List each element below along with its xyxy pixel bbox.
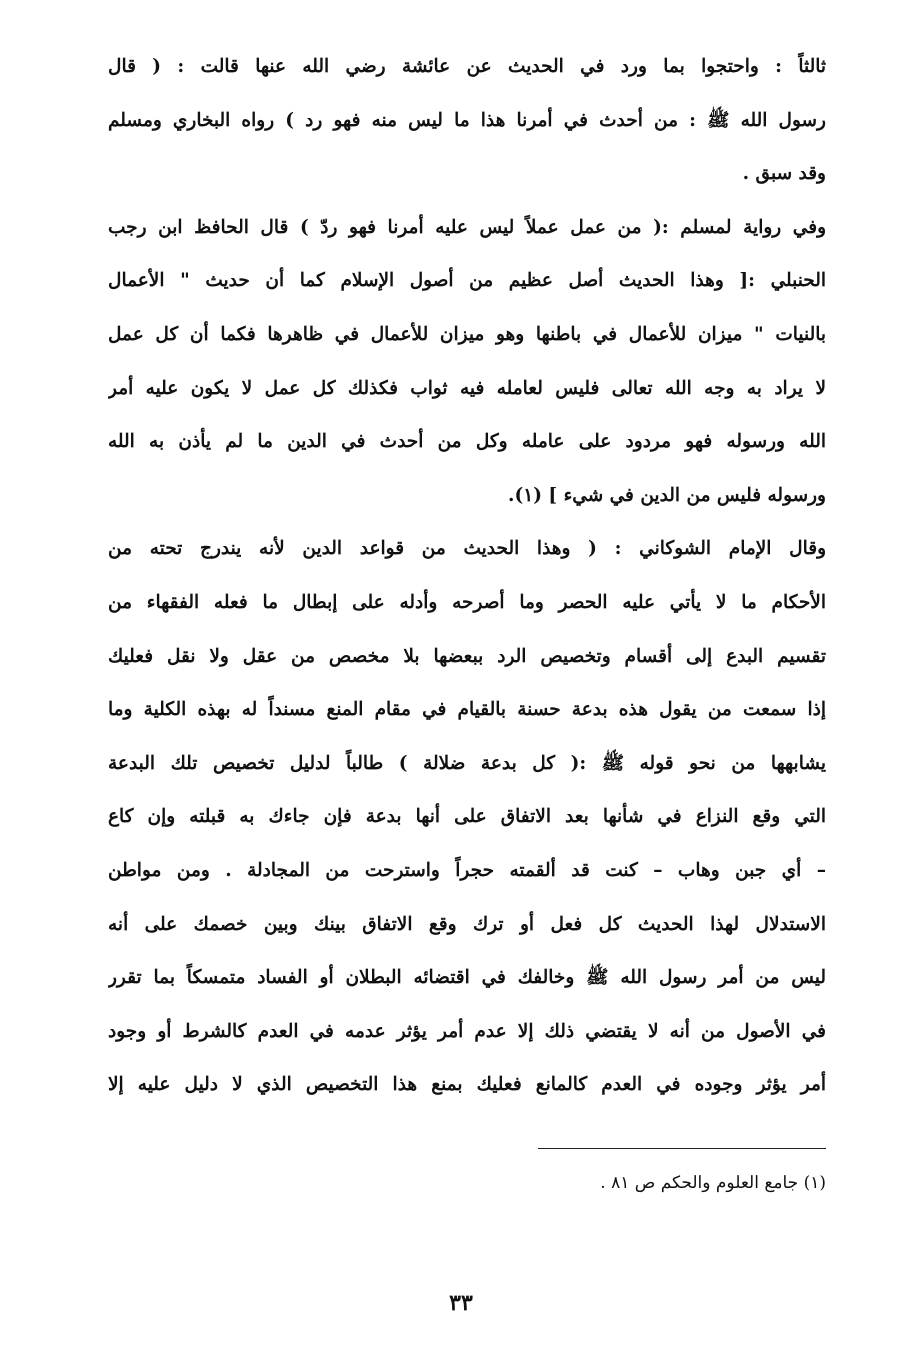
body-line: إذا سمعت من يقول هذه بدعة حسنة بالقيام في مقام المنع مسنداً له بهذه الكلية وما (108, 699, 826, 721)
body-line: الأحكام ما لا يأتي عليه الحصر وما أصرحه وأدله على إبطال ما فعله الفقهاء من (108, 591, 826, 613)
body-line: الحنبلي :[ وهذا الحديث أصل عظيم من أصول الإسلام كما أن حديث " الأعمال (108, 270, 826, 292)
body-line: التي وقع النزاع في شأنها بعد الاتفاق على أنها بدعة فإن جاءك به قبلته وإن كاع (108, 806, 826, 828)
body-line: وقال الإمام الشوكاني : ( وهذا الحديث من قواعد الدين لأنه يندرج تحته من (108, 538, 826, 560)
body-line: تقسيم البدع إلى أقسام وتخصيص الرد ببعضها بلا مخصص من عقل ولا نقل فعليك (108, 645, 826, 667)
body-line: الله ورسوله فهو مردود على عامله وكل من أحدث في الدين ما لم يأذن به الله (108, 431, 826, 453)
body-line: ليس من أمر رسول الله ﷺ وخالفك في اقتضائه البطلان أو الفساد متمسكاً بما تقرر (108, 967, 826, 989)
body-line: – أي جبن وهاب – كنت قد ألقمته حجراً واسترحت من المجادلة . ومن مواطن (108, 859, 826, 881)
body-line: الاستدلال لهذا الحديث كل فعل أو ترك وقع الاتفاق بينك وبين خصمك على أنه (108, 913, 826, 935)
body-line: رسول الله ﷺ : من أحدث في أمرنا هذا ما ليس منه فهو رد ) رواه البخاري ومسلم (108, 109, 826, 131)
body-line: يشابهها من نحو قوله ﷺ :( كل بدعة ضلالة ) طالباً لدليل تخصيص تلك البدعة (108, 752, 826, 774)
footnote-separator (538, 1148, 826, 1149)
body-line: ثالثاً : واحتجوا بما ورد في الحديث عن عائشة رضي الله عنها قالت : ( قال (108, 56, 826, 77)
body-line: في الأصول من أنه لا يقتضي ذلك إلا عدم أمر يؤثر عدمه في العدم كالشرط أو وجود (108, 1020, 826, 1042)
body-text (108, 40, 826, 1112)
body-line: بالنيات " ميزان للأعمال في باطنها وهو ميزان للأعمال في ظاهرها فكما أن كل عمل (108, 323, 826, 345)
footnote: (١) جامع العلوم والحكم ص ٨١ . (600, 1173, 826, 1193)
page-number: ٣٣ (449, 1290, 473, 1316)
body-line: وقد سبق . (742, 163, 826, 185)
body-line: ورسوله فليس من الدين في شيء ] (١). (508, 484, 826, 506)
body-line: لا يراد به وجه الله تعالى فليس لعامله فيه ثواب فكذلك كل عمل لا يكون عليه أمر (108, 377, 826, 399)
body-line: وفي رواية لمسلم :( من عمل عملاً ليس عليه أمرنا فهو ردّ ) قال الحافظ ابن رجب (108, 216, 826, 238)
body-line: أمر يؤثر وجوده في العدم كالمانع فعليك بمنع هذا التخصيص الذي لا دليل عليه إلا (108, 1074, 826, 1096)
